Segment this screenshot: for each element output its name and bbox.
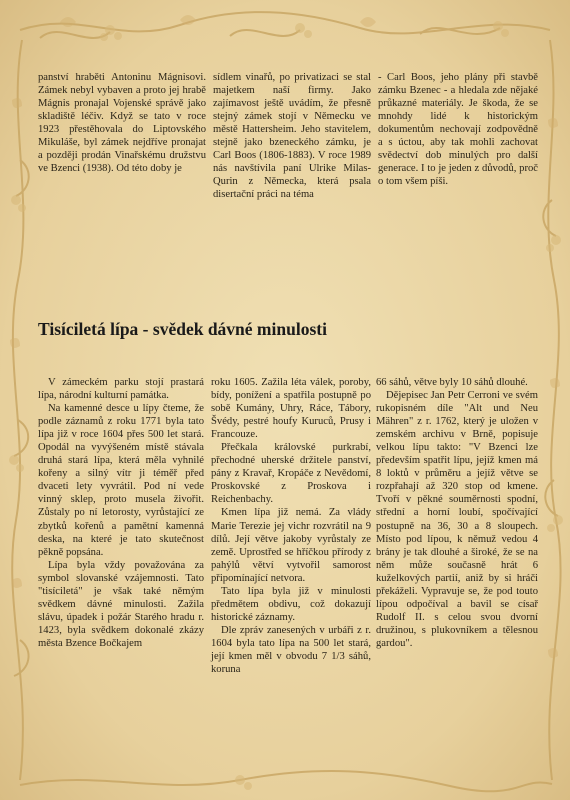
bottom-column-3 (376, 376, 538, 650)
paragraph: roku 1605. Zažila léta válek, poroby, bídy, ponížení a spatřila postupně po sobě Kumány, Uhry, Ráce, Tábory, Švédy, pestré houfy Kuruců, Prusy i Francouze. (211, 377, 371, 441)
paragraph: Přečkala královské purkrabí, přechodné uherské držitele panství, pány z Kravař, Kropáče z Nevědomí, Proskovské z Proskova i Reichenbachy. (211, 442, 371, 506)
paragraph: V zámeckém parku stojí prastará lípa, národní kulturní památka. (38, 377, 204, 402)
paragraph: Dle zpráv zanesených v urbáři z r. 1604 byla tato lípa na 500 let stará, její kmen měl v obvodu 7 1/3 sáhů, koruna (211, 624, 371, 676)
paragraph: Na kamenné desce u lípy čteme, že podle záznamů z roku 1771 byla tato lípa již v roce 1604 přes 500 let stará. Opodál na vyvýšeném místě stávala druhá stará lípa, která měla vyhnilé kořeny a silný vítr ji téměř před dvaceti lety vyvrátil. Pod ní vede vinný sklep, proto musela živořit. Zůstaly po ní letorosty, vyrůstající ze zbytků kořenů a pamětní kamenná deska, na které je tato skutečnost pěkně popsána. (38, 403, 204, 558)
paragraph: Dějepisec Jan Petr Cerroni ve svém rukopisném díle "Alt und Neu Mähren" z r. 1762, který je uložen v zemském archivu v Brně, popisuje velkou lípu takto: "V Bzenci lze především spatřit lípu, jejíž kmen má 8 loktů v průměru a jejíž větve se rozpřahají až 320 stop od kmene. Tvoří v pěkné souměrnosti spodní, střední a horní loubí, spočívající postupně na 36, 30 a 8 sloupech. Místo pod lípou, k němuž vedou 4 brány je tak dlouhé a široké, že se na něm může současně hrát 6 kuželkových partií, aniž by si hráči překáželi. Vypravuje se, že pod touto lípou odpočíval a bavil se císař Rudolf II. s celou svou dvorní družinou, s plukovníkem a tělesnou gardou". (376, 390, 538, 649)
top-column-1-text: panství hraběti Antoninu Mágnisovi. Zámek nebyl vybaven a proto jej hrabě Mágnis pronajal Vojenské správě jako skladiště léčiv. Když se tato v roce 1923 přestěhovala do Liptovského Mikuláše, byl zámek nejdříve pronajat a později prodán Vinařskému družstvu ve Bzenci (1938). Od této doby je (38, 72, 206, 175)
bottom-column-1 (38, 376, 204, 650)
bottom-column-2 (211, 376, 371, 676)
paragraph: 66 sáhů, větve byly 10 sáhů dlouhé. (376, 377, 528, 388)
top-column-1 (38, 71, 206, 175)
top-column-2 (213, 71, 371, 201)
paragraph: Lípa byla vždy považována za symbol slovanské vzájemnosti. Tato "tisíciletá" je však také němým svědkem dávné minulosti. Zažila slávu, úpadek i požár Starého hradu r. 1423, byla svědkem dokonalé zkázy města Bzence Bočkajem (38, 559, 204, 649)
top-column-3 (378, 71, 538, 188)
section-heading: Tisíciletá lípa - svědek dávné minulosti (38, 319, 327, 339)
paragraph: Kmen lípa již nemá. Za vlády Marie Terezie jej vichr rozvrátil na 9 dílů. Její větve jakoby vyrůstaly ze země. Uprostřed se hříčkou přírody z pahýlů větví vytvořil samorost připomínající netvora. (211, 507, 371, 584)
top-column-3-text: - Carl Boos, jeho plány při stavbě zámku Bzenec - a hledala zde nějaké průkazné materiály. Je škoda, že se mnohdy lidé k historickým dokumentům nechovají zodpovědně a s úctou, aby tak mohli zachovat svědectví dob minulých pro další generace. I to je jeden z důvodů, proč o tom všem píši. (378, 72, 538, 188)
top-column-2-text: sídlem vinařů, po privatizaci se stal majetkem naší firmy. Jako zajímavost ještě uvádím, že přesně stejný zámek stojí v Německu ve městě Hattersheim. Jeho stavitelem, stejně jako bzeneckého zámku, je Carl Boos (1806-1883). V roce 1989 nás navštívila paní Ulrike Milas-Qurin z Německa, která psala disertační práci na téma (213, 72, 371, 201)
paragraph: Tato lípa byla již v minulosti předmětem obdivu, což dokazují historické záznamy. (211, 585, 371, 623)
